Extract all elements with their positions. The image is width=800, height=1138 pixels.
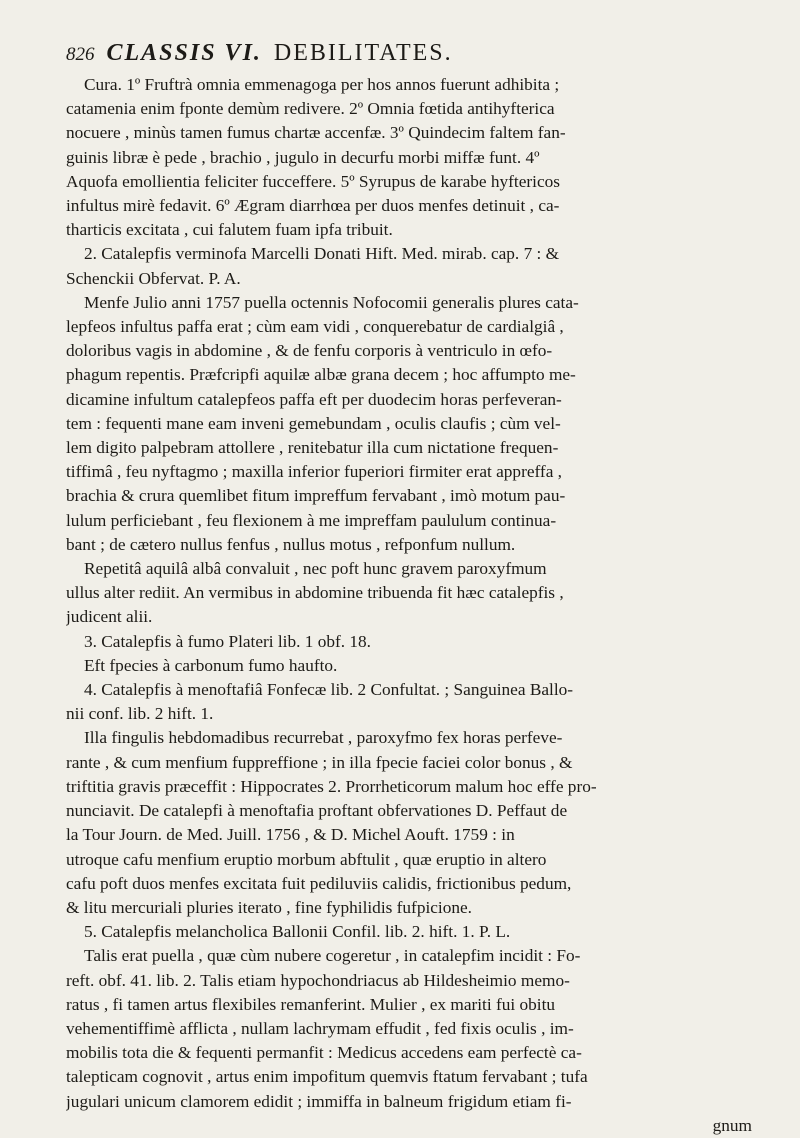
text-line: dicamine infultum catalepfeos paffa eft per duodecim horas perfeveran- (66, 389, 562, 409)
text-line: Menfe Julio anni 1757 puella octennis Nofocomii generalis plures cata- (84, 292, 579, 312)
text-line: tharticis excitata , cui falutem fuam ipfa tribuit. (66, 220, 393, 240)
page-number: 826 (66, 44, 95, 65)
section-heading: 5. Catalepfis melancholica Ballonii Confil. lib. 2. hift. 1. P. L. (84, 922, 511, 942)
text-line: cafu poft duos menfes excitata fuit pediluviis calidis, frictionibus pedum, (66, 873, 572, 893)
text-line: mobilis tota die & fequenti permanfit : Medicus accedens eam perfectè ca- (66, 1043, 582, 1063)
text-line: triftitia gravis præceffit : Hippocrates 2. Prorrheticorum malum hoc effe pro- (66, 776, 597, 796)
text-line: tem : fequenti mane eam inveni gemebundam , oculis claufis ; cùm vel- (66, 413, 561, 433)
text-line: rante , & cum menfium fuppreffione ; in illa fpecie faciei color bonus , & (66, 752, 573, 772)
text-line: tiffimâ , feu nyftagmo ; maxilla inferior fuperiori firmiter erat appreffa , (66, 462, 563, 482)
running-subtitle: DEBILITATES. (273, 40, 453, 66)
text-line: & litu mercuriali pluries iterato , fine fyphilidis fufpicione. (66, 897, 472, 917)
page-body (66, 73, 752, 1138)
text-line: talepticam cognovit , artus enim impofitum quemvis ftatum fervabant ; tufa (66, 1067, 588, 1087)
text-line: Illa fingulis hebdomadibus recurrebat , paroxyfmo fex horas perfeve- (84, 728, 563, 748)
text-line: Cura. 1º Fruftrà omnia emmenagoga per hos annos fuerunt adhibita ; (84, 75, 560, 94)
text-line: ratus , fi tamen artus flexibiles remanferint. Mulier , ex mariti fui obitu (66, 994, 556, 1014)
text-line: vehementiffimè afflicta , nullam lachrymam effudit , fed fixis oculis , im- (66, 1018, 574, 1038)
text-line: jugulari unicum clamorem edidit ; immiffa in balneum frigidum etiam fi- (66, 1091, 572, 1111)
text-line: lem digito palpebram attollere , renitebatur illa cum nictatione frequen- (66, 438, 559, 458)
text-line: nocuere , minùs tamen fumus chartæ accenfæ. 3º Quindecim faltem fan- (66, 123, 566, 143)
text-line: lepfeos infultus paffa erat ; cùm eam vidi , conquerebatur de cardialgiâ , (66, 317, 564, 337)
text-line: infultus mirè fedavit. 6º Ægram diarrhœa per duos menfes detinuit , ca- (66, 196, 560, 216)
text-line: nunciavit. De catalepfi à menoftafia proftant obfervationes D. Peffaut de (66, 801, 568, 821)
section-heading: 2. Catalepfis verminofa Marcelli Donati Hift. Med. mirab. cap. 7 : & (84, 244, 560, 264)
text-line: bant ; de cætero nullus fenfus , nullus motus , refponfum nullum. (66, 534, 516, 554)
text-line: ullus alter rediit. An vermibus in abdomine tribuenda fit hæc catalepfis , (66, 583, 564, 603)
running-title: CLASSIS VI. (106, 40, 262, 66)
catchword: gnum (712, 1115, 752, 1135)
text-line: lulum perficiebant , feu flexionem à me impreffam paululum continua- (66, 510, 557, 530)
text-line: nii conf. lib. 2 hift. 1. (66, 704, 214, 724)
section-heading: 3. Catalepfis à fumo Plateri lib. 1 obf. 18. (84, 631, 372, 651)
text-line: Repetitâ aquilâ albâ convaluit , nec poft hunc gravem paroxyfmum (84, 559, 547, 579)
section-heading: 4. Catalepfis à menoftafiâ Fonfecæ lib. 2 Confultat. ; Sanguinea Ballo- (84, 680, 574, 700)
text-line: doloribus vagis in abdomine , & de fenfu corporis à ventriculo in œfo- (66, 341, 553, 361)
text-line: Eft fpecies à carbonum fumo haufto. (84, 655, 338, 675)
text-line: brachia & crura quemlibet fitum impreffum fervabant , imò motum pau- (66, 486, 566, 506)
text-line: Aquofa emollientia feliciter fucceffere. 5º Syrupus de karabe hyftericos (66, 171, 560, 191)
text-line: Talis erat puella , quæ cùm nubere cogeretur , in catalepfim incidit : Fo- (84, 946, 581, 966)
page-header (66, 40, 752, 67)
text-line: catamenia enim fponte demùm redivere. 2º Omnia fœtida antihyfterica (66, 99, 555, 119)
text-line: judicent alii. (66, 607, 153, 627)
text-line: Schenckii Obfervat. P. A. (66, 268, 241, 288)
text-line: la Tour Journ. de Med. Juill. 1756 , & D. Michel Aouft. 1759 : in (66, 825, 515, 845)
text-line: utroque cafu menfium eruptio morbum abftulit , quæ eruptio in altero (66, 849, 547, 869)
text-line: phagum repentis. Præfcripfi aquilæ albæ grana decem ; hoc affumpto me- (66, 365, 576, 385)
text-line: guinis libræ è pede , brachio , jugulo in decurfu morbi miffæ funt. 4º (66, 147, 540, 167)
text-line: reft. obf. 41. lib. 2. Talis etiam hypochondriacus ab Hildesheimio memo- (66, 970, 570, 990)
